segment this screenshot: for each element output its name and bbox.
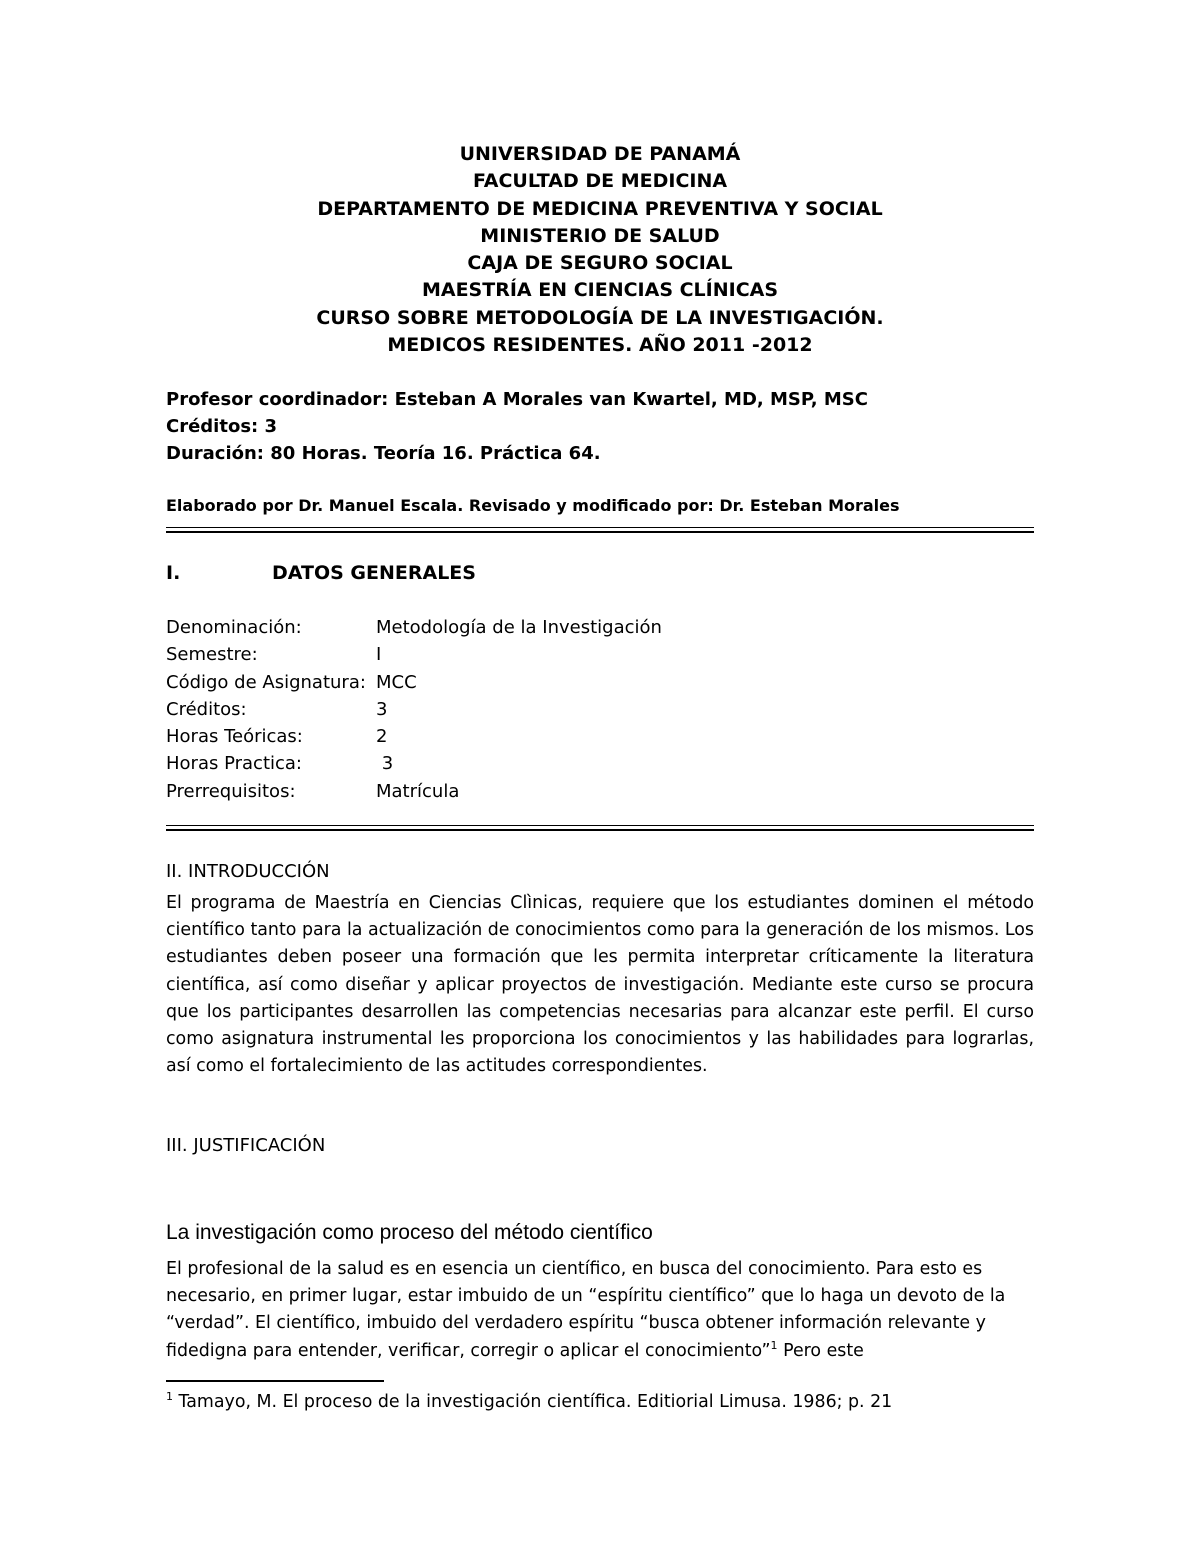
row-label: Horas Practica: — [166, 753, 302, 775]
header-faculty: FACULTAD DE MEDICINA — [472, 170, 728, 193]
row-value: I — [376, 644, 382, 666]
course-info — [166, 386, 1034, 467]
row-label: Horas Teóricas: — [166, 726, 303, 748]
header-residents: MEDICOS RESIDENTES. AÑO 2011 -2012 — [387, 334, 813, 357]
header-department: DEPARTAMENTO DE MEDICINA PREVENTIVA Y SOCIAL — [317, 197, 883, 220]
footnote-reference[interactable]: 1 — [770, 1338, 778, 1352]
row-value: 2 — [376, 726, 388, 748]
section-number: I. — [166, 562, 181, 584]
duration-line: Duración: 80 Horas. Teoría 16. Práctica 64. — [166, 443, 601, 464]
header-ministry: MINISTERIO DE SALUD — [480, 224, 720, 247]
row-label: Créditos: — [166, 698, 247, 720]
row-value: 3 — [376, 698, 388, 720]
row-value: MCC — [376, 671, 417, 693]
introduction-paragraph: El programa de Maestría en Ciencias Clìnicas, requiere que los estudiantes dominen el método científico tanto para la actualización de conocimientos como para la generación de los mismos. Los estudiantes deben poseer una formación que les permita interpretar críticamente la literatura científica, así como diseñar y aplicar proyectos de investigación. Mediante este curso se procura que los participantes desarrollen las competencias necesarias para alcanzar este perfil. El curso como asignatura instrumental les proporciona los conocimientos y las habilidades para lograrlas, así como el fortalecimiento de las actitudes correspondientes. — [166, 893, 1034, 1077]
credits-line: Créditos: 3 — [166, 416, 278, 437]
coordinator-line: Profesor coordinador: Esteban A Morales van Kwartel, MD, MSP, MSC — [166, 389, 868, 410]
general-data-table — [166, 614, 1034, 805]
header-course: CURSO SOBRE METODOLOGÍA DE LA INVESTIGACIÓN. — [316, 306, 884, 329]
row-label: Semestre: — [166, 644, 258, 666]
footnote — [166, 1389, 1034, 1416]
document-header — [166, 141, 1034, 359]
table-row — [166, 723, 1034, 750]
paragraph-text-continued: Pero este — [777, 1340, 864, 1361]
divider-double-rule — [166, 825, 1034, 831]
table-row — [166, 750, 1034, 777]
row-value: Matrícula — [376, 780, 460, 802]
section-introduction-heading: II. INTRODUCCIÓN — [166, 861, 330, 882]
paragraph-text: El profesional de la salud es en esencia un científico, en busca del conocimiento. Para esto es necesario, en primer lugar, estar imbuido de un “espíritu científico” que lo haga un devoto de la “verdad”. El científico, imbuido del verdadero espíritu “busca obtener información relevante y fidedigna para entender, verificar, corregir o aplicar el conocimiento” — [166, 1259, 1006, 1361]
header-university: UNIVERSIDAD DE PANAMÁ — [459, 143, 741, 165]
row-value: Metodología de la Investigación — [376, 617, 662, 638]
table-row — [166, 778, 1034, 805]
header-social-security: CAJA DE SEGURO SOCIAL — [467, 252, 733, 275]
authorship-line: Elaborado por Dr. Manuel Escala. Revisado y modificado por: Dr. Esteban Morales — [166, 496, 900, 515]
footnote-text: Tamayo, M. El proceso de la investigación científica. Editiorial Limusa. 1986; p. 21 — [173, 1392, 893, 1412]
justification-paragraph — [166, 1256, 1034, 1365]
table-row — [166, 641, 1034, 668]
row-value: 3 — [376, 753, 394, 775]
footnote-number: 1 — [166, 1390, 173, 1404]
footnote-separator — [166, 1380, 384, 1382]
divider-double-rule — [166, 527, 1034, 533]
section-title: DATOS GENERALES — [272, 562, 476, 584]
table-row — [166, 614, 1034, 641]
header-masters: MAESTRÍA EN CIENCIAS CLÍNICAS — [421, 279, 779, 302]
row-label: Denominación: — [166, 617, 302, 638]
table-row — [166, 696, 1034, 723]
table-row — [166, 669, 1034, 696]
section-justification-heading: III. JUSTIFICACIÓN — [166, 1135, 326, 1156]
row-label: Código de Asignatura: — [166, 671, 366, 693]
row-label: Prerrequisitos: — [166, 780, 296, 802]
section-general-data-heading — [166, 560, 1034, 587]
subsection-heading: La investigación como proceso del método científico — [166, 1221, 653, 1244]
